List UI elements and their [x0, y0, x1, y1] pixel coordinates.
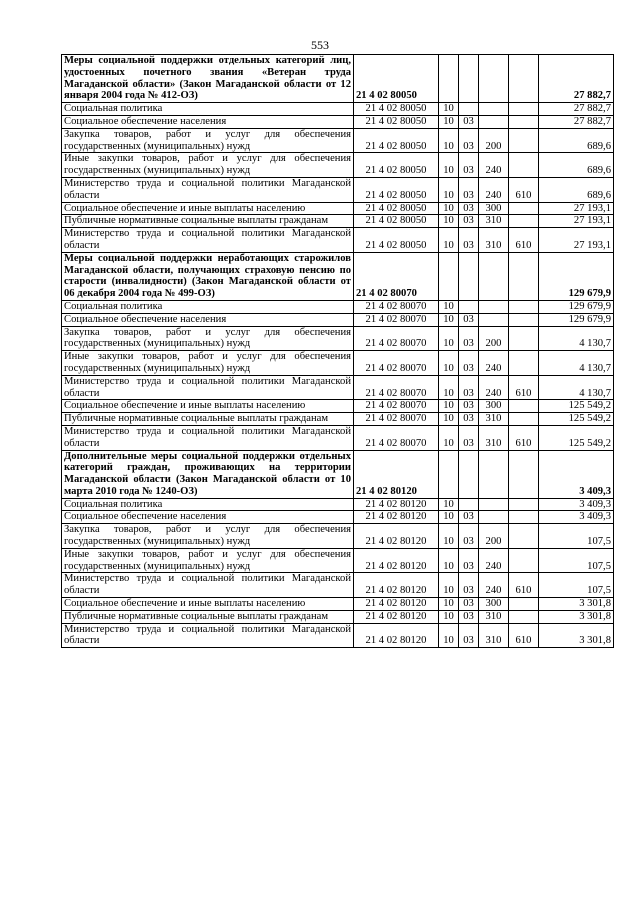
table-row [62, 498, 614, 511]
administrator-code [509, 252, 539, 300]
target-article-code: 21 4 02 80120 [354, 498, 439, 511]
section-code: 10 [439, 202, 459, 215]
section-code: 10 [439, 498, 459, 511]
expense-type-code: 310 [479, 413, 509, 426]
expense-type-code: 200 [479, 128, 509, 153]
expense-type-code: 310 [479, 623, 509, 648]
subsection-code: 03 [459, 128, 479, 153]
administrator-code: 610 [509, 623, 539, 648]
expense-type-code: 300 [479, 598, 509, 611]
amount: 689,6 [539, 177, 614, 202]
budget-table [61, 54, 614, 648]
row-name: Закупка товаров, работ и услуг для обеспечения государственных (муниципальных) нужд [62, 128, 354, 153]
table-row [62, 351, 614, 376]
row-name: Министерство труда и социальной политики Магаданской области [62, 623, 354, 648]
expense-type-code: 310 [479, 610, 509, 623]
target-article-code: 21 4 02 80050 [354, 153, 439, 178]
administrator-code [509, 128, 539, 153]
section-code: 10 [439, 425, 459, 450]
table-row [62, 623, 614, 648]
target-article-code: 21 4 02 80120 [354, 524, 439, 549]
subsection-code [459, 300, 479, 313]
target-article-code: 21 4 02 80070 [354, 300, 439, 313]
section-code: 10 [439, 375, 459, 400]
subsection-code: 03 [459, 326, 479, 351]
target-article-code: 21 4 02 80070 [354, 425, 439, 450]
subsection-code: 03 [459, 351, 479, 376]
administrator-code [509, 400, 539, 413]
administrator-code: 610 [509, 177, 539, 202]
row-name: Меры социальной поддержки отдельных категорий лиц, удостоенных почетного звания «Ветеран труда Магаданской области» (Закон Магаданской области от 12 января 2004 года № 412-ОЗ) [62, 55, 354, 103]
section-code: 10 [439, 524, 459, 549]
section-code: 10 [439, 313, 459, 326]
target-article-code: 21 4 02 80120 [354, 610, 439, 623]
target-article-code: 21 4 02 80050 [354, 228, 439, 253]
amount: 4 130,7 [539, 351, 614, 376]
amount: 3 301,8 [539, 610, 614, 623]
expense-type-code: 240 [479, 573, 509, 598]
section-code: 10 [439, 177, 459, 202]
table-row [62, 128, 614, 153]
target-article-code: 21 4 02 80070 [354, 413, 439, 426]
expense-type-code [479, 252, 509, 300]
subsection-code: 03 [459, 548, 479, 573]
administrator-code [509, 115, 539, 128]
amount: 4 130,7 [539, 326, 614, 351]
subsection-code: 03 [459, 524, 479, 549]
subsection-code [459, 450, 479, 498]
target-article-code: 21 4 02 80070 [354, 351, 439, 376]
section-code: 10 [439, 598, 459, 611]
subsection-code [459, 498, 479, 511]
expense-type-code [479, 511, 509, 524]
row-name: Министерство труда и социальной политики Магаданской области [62, 375, 354, 400]
administrator-code [509, 548, 539, 573]
subsection-code: 03 [459, 202, 479, 215]
amount: 4 130,7 [539, 375, 614, 400]
section-code [439, 55, 459, 103]
section-code: 10 [439, 548, 459, 573]
section-code: 10 [439, 573, 459, 598]
amount: 27 193,1 [539, 228, 614, 253]
section-code: 10 [439, 300, 459, 313]
section-code: 10 [439, 228, 459, 253]
subsection-code: 03 [459, 425, 479, 450]
subsection-code: 03 [459, 598, 479, 611]
section-code: 10 [439, 351, 459, 376]
amount: 27 882,7 [539, 115, 614, 128]
section-code: 10 [439, 413, 459, 426]
expense-type-code: 310 [479, 425, 509, 450]
table-row [62, 153, 614, 178]
row-name: Социальное обеспечение населения [62, 313, 354, 326]
page-number: 553 [311, 38, 329, 52]
expense-type-code [479, 115, 509, 128]
target-article-code: 21 4 02 80120 [354, 511, 439, 524]
expense-type-code: 300 [479, 400, 509, 413]
row-name: Публичные нормативные социальные выплаты гражданам [62, 610, 354, 623]
target-article-code: 21 4 02 80050 [354, 115, 439, 128]
amount: 107,5 [539, 548, 614, 573]
row-name: Министерство труда и социальной политики Магаданской области [62, 425, 354, 450]
subsection-code [459, 252, 479, 300]
table-row [62, 375, 614, 400]
expense-type-code: 240 [479, 375, 509, 400]
row-name: Закупка товаров, работ и услуг для обеспечения государственных (муниципальных) нужд [62, 524, 354, 549]
subsection-code: 03 [459, 375, 479, 400]
row-name: Министерство труда и социальной политики Магаданской области [62, 573, 354, 598]
target-article-code: 21 4 02 80120 [354, 623, 439, 648]
row-name: Социальная политика [62, 103, 354, 116]
section-code: 10 [439, 511, 459, 524]
target-article-code: 21 4 02 80120 [354, 573, 439, 598]
section-code: 10 [439, 128, 459, 153]
expense-type-code: 240 [479, 548, 509, 573]
subsection-code [459, 55, 479, 103]
expense-type-code: 240 [479, 351, 509, 376]
administrator-code [509, 215, 539, 228]
target-article-code: 21 4 02 80050 [354, 202, 439, 215]
target-article-code: 21 4 02 80070 [354, 252, 439, 300]
table-row [62, 511, 614, 524]
target-article-code: 21 4 02 80070 [354, 375, 439, 400]
expense-type-code: 200 [479, 326, 509, 351]
amount: 129 679,9 [539, 252, 614, 300]
expense-type-code: 240 [479, 153, 509, 178]
table-row [62, 524, 614, 549]
table-row [62, 228, 614, 253]
amount: 3 301,8 [539, 623, 614, 648]
amount: 27 193,1 [539, 215, 614, 228]
amount: 27 882,7 [539, 103, 614, 116]
table-row [62, 573, 614, 598]
administrator-code: 610 [509, 228, 539, 253]
subsection-code: 03 [459, 511, 479, 524]
subsection-code: 03 [459, 215, 479, 228]
table-row [62, 252, 614, 300]
expense-type-code [479, 55, 509, 103]
subsection-code: 03 [459, 153, 479, 178]
administrator-code [509, 450, 539, 498]
amount: 107,5 [539, 524, 614, 549]
amount: 689,6 [539, 128, 614, 153]
target-article-code: 21 4 02 80050 [354, 128, 439, 153]
table-row [62, 202, 614, 215]
row-name: Дополнительные меры социальной поддержки отдельных категорий граждан, проживающих на территории Магаданской области (Закон Магаданской области от 10 марта 2010 года № 1240-ОЗ) [62, 450, 354, 498]
row-name: Министерство труда и социальной политики Магаданской области [62, 177, 354, 202]
amount: 689,6 [539, 153, 614, 178]
administrator-code [509, 498, 539, 511]
target-article-code: 21 4 02 80050 [354, 215, 439, 228]
row-name: Социальная политика [62, 300, 354, 313]
table-row [62, 425, 614, 450]
expense-type-code [479, 450, 509, 498]
administrator-code [509, 610, 539, 623]
table-row [62, 103, 614, 116]
row-name: Социальная политика [62, 498, 354, 511]
subsection-code: 03 [459, 177, 479, 202]
row-name: Социальное обеспечение и иные выплаты населению [62, 400, 354, 413]
subsection-code: 03 [459, 115, 479, 128]
section-code: 10 [439, 326, 459, 351]
amount: 129 679,9 [539, 300, 614, 313]
target-article-code: 21 4 02 80050 [354, 177, 439, 202]
section-code [439, 450, 459, 498]
administrator-code [509, 300, 539, 313]
administrator-code [509, 153, 539, 178]
section-code: 10 [439, 610, 459, 623]
row-name: Иные закупки товаров, работ и услуг для обеспечения государственных (муниципальных) нужд [62, 351, 354, 376]
amount: 3 409,3 [539, 511, 614, 524]
administrator-code: 610 [509, 375, 539, 400]
expense-type-code [479, 313, 509, 326]
expense-type-code: 300 [479, 202, 509, 215]
administrator-code [509, 313, 539, 326]
administrator-code [509, 326, 539, 351]
target-article-code: 21 4 02 80120 [354, 598, 439, 611]
administrator-code: 610 [509, 573, 539, 598]
row-name: Публичные нормативные социальные выплаты гражданам [62, 215, 354, 228]
expense-type-code [479, 103, 509, 116]
administrator-code [509, 413, 539, 426]
table-row [62, 215, 614, 228]
administrator-code [509, 524, 539, 549]
row-name: Закупка товаров, работ и услуг для обеспечения государственных (муниципальных) нужд [62, 326, 354, 351]
section-code: 10 [439, 623, 459, 648]
table-row [62, 55, 614, 103]
section-code: 10 [439, 215, 459, 228]
table-row [62, 400, 614, 413]
amount: 27 193,1 [539, 202, 614, 215]
target-article-code: 21 4 02 80120 [354, 450, 439, 498]
amount: 129 679,9 [539, 313, 614, 326]
table-row [62, 313, 614, 326]
table-row [62, 610, 614, 623]
target-article-code: 21 4 02 80070 [354, 400, 439, 413]
administrator-code [509, 511, 539, 524]
expense-type-code [479, 498, 509, 511]
row-name: Социальное обеспечение и иные выплаты населению [62, 202, 354, 215]
expense-type-code: 200 [479, 524, 509, 549]
expense-type-code [479, 300, 509, 313]
subsection-code [459, 103, 479, 116]
table-row [62, 450, 614, 498]
row-name: Меры социальной поддержки неработающих старожилов Магаданской области, получающих страховую пенсию по старости (инвалидности) (Закон Магаданской области от 06 декабря 2004 года № 499-ОЗ) [62, 252, 354, 300]
amount: 125 549,2 [539, 413, 614, 426]
target-article-code: 21 4 02 80070 [354, 326, 439, 351]
table-row [62, 598, 614, 611]
table-row [62, 300, 614, 313]
table-row [62, 413, 614, 426]
subsection-code: 03 [459, 623, 479, 648]
administrator-code [509, 103, 539, 116]
row-name: Социальное обеспечение населения [62, 115, 354, 128]
subsection-code: 03 [459, 413, 479, 426]
subsection-code: 03 [459, 573, 479, 598]
administrator-code: 610 [509, 425, 539, 450]
section-code: 10 [439, 400, 459, 413]
table-row [62, 548, 614, 573]
amount: 125 549,2 [539, 400, 614, 413]
section-code [439, 252, 459, 300]
target-article-code: 21 4 02 80120 [354, 548, 439, 573]
expense-type-code: 310 [479, 228, 509, 253]
administrator-code [509, 598, 539, 611]
administrator-code [509, 55, 539, 103]
amount: 3 301,8 [539, 598, 614, 611]
budget-table-body [62, 55, 614, 648]
row-name: Социальное обеспечение и иные выплаты населению [62, 598, 354, 611]
section-code: 10 [439, 103, 459, 116]
row-name: Публичные нормативные социальные выплаты гражданам [62, 413, 354, 426]
administrator-code [509, 351, 539, 376]
table-row [62, 115, 614, 128]
amount: 125 549,2 [539, 425, 614, 450]
expense-type-code: 310 [479, 215, 509, 228]
row-name: Иные закупки товаров, работ и услуг для обеспечения государственных (муниципальных) нужд [62, 153, 354, 178]
subsection-code: 03 [459, 610, 479, 623]
amount: 107,5 [539, 573, 614, 598]
amount: 27 882,7 [539, 55, 614, 103]
target-article-code: 21 4 02 80050 [354, 55, 439, 103]
section-code: 10 [439, 115, 459, 128]
target-article-code: 21 4 02 80070 [354, 313, 439, 326]
row-name: Министерство труда и социальной политики Магаданской области [62, 228, 354, 253]
subsection-code: 03 [459, 228, 479, 253]
expense-type-code: 240 [479, 177, 509, 202]
subsection-code: 03 [459, 313, 479, 326]
table-row [62, 177, 614, 202]
row-name: Социальное обеспечение населения [62, 511, 354, 524]
amount: 3 409,3 [539, 498, 614, 511]
subsection-code: 03 [459, 400, 479, 413]
row-name: Иные закупки товаров, работ и услуг для обеспечения государственных (муниципальных) нужд [62, 548, 354, 573]
section-code: 10 [439, 153, 459, 178]
target-article-code: 21 4 02 80050 [354, 103, 439, 116]
amount: 3 409,3 [539, 450, 614, 498]
table-row [62, 326, 614, 351]
administrator-code [509, 202, 539, 215]
